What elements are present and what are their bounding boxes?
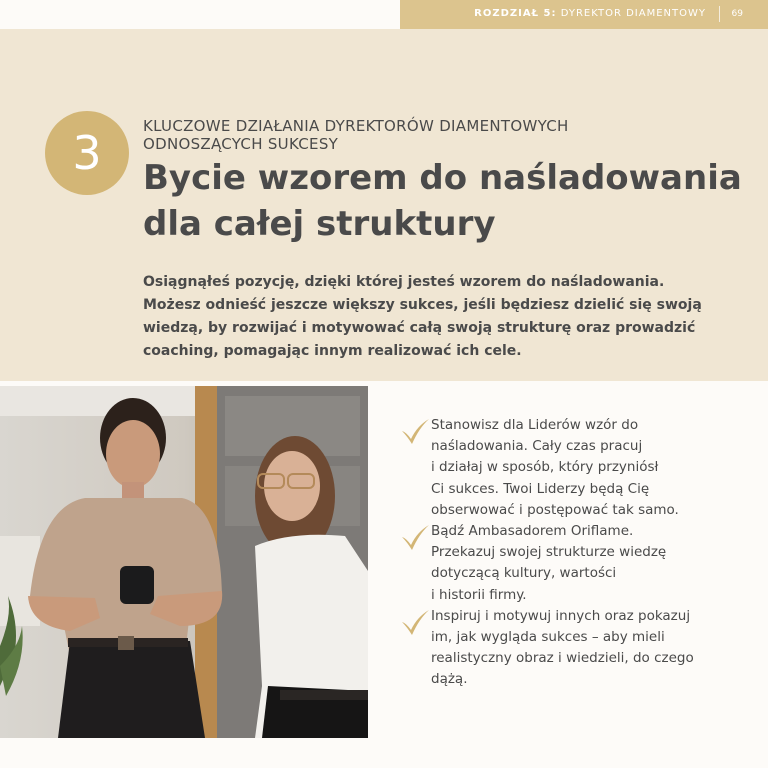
chapter-header-bar bbox=[400, 0, 768, 29]
lead-line: wiedzą, by rozwijać i motywować całą swoją strukturę oraz prowadzić bbox=[143, 320, 696, 336]
two-women-photo bbox=[0, 386, 368, 738]
lead-paragraph bbox=[143, 271, 703, 363]
title-line: Bycie wzorem do naśladowania bbox=[143, 158, 742, 198]
page-number: 69 bbox=[731, 9, 743, 19]
checklist-line: naśladowania. Cały czas pracuj bbox=[431, 438, 643, 455]
page-title bbox=[143, 155, 743, 247]
checklist-line: dążą. bbox=[431, 671, 468, 688]
checklist-item bbox=[400, 606, 740, 691]
checklist-line: im, jak wygląda sukces – aby mieli bbox=[431, 629, 665, 646]
chapter-heading bbox=[474, 8, 706, 19]
checklist-line: Inspiruj i motywuj innych oraz pokazuj bbox=[431, 607, 691, 624]
title-line: dla całej struktury bbox=[143, 204, 496, 244]
checklist-line: Stanowisz dla Liderów wzór do bbox=[431, 417, 639, 433]
chapter-label: ROZDZIAŁ 5: bbox=[474, 8, 557, 19]
lead-line: Możesz odnieść jeszcze większy sukces, jeśli będziesz dzielić się swoją bbox=[143, 297, 702, 313]
checklist-line: Ci sukces. Twoi Liderzy będą Cię bbox=[431, 480, 650, 497]
lead-line: coaching, pomagając innym realizować ich cele. bbox=[143, 343, 522, 359]
checklist-line: obserwować i postępować tak samo. bbox=[431, 501, 679, 518]
checklist-line: i historii firmy. bbox=[431, 586, 527, 603]
kicker-line: KLUCZOWE DZIAŁANIA DYREKTORÓW DIAMENTOWYCH bbox=[143, 117, 569, 135]
kicker-line: ODNOSZĄCYCH SUKCESY bbox=[143, 135, 339, 153]
checklist-line: Bądź Ambasadorem Oriflame. bbox=[431, 523, 634, 540]
checklist-line: Przekazuj swojej strukturze wiedzę bbox=[431, 544, 667, 561]
checklist-item bbox=[400, 521, 740, 606]
check-icon bbox=[400, 418, 430, 444]
chapter-title: DYREKTOR DIAMENTOWY bbox=[560, 8, 706, 19]
checklist-line: dotyczącą kultury, wartości bbox=[431, 565, 617, 582]
checklist-line: realistyczny obraz i wiedzieli, do czego bbox=[431, 650, 694, 667]
section-number-badge: 3 bbox=[45, 111, 129, 195]
checklist-item bbox=[400, 415, 740, 521]
photo-illustration bbox=[0, 386, 368, 738]
check-icon bbox=[400, 524, 430, 550]
section-kicker bbox=[143, 117, 663, 153]
checklist-line: i działaj w sposób, który przyniósł bbox=[431, 459, 659, 476]
lead-line: Osiągnąłeś pozycję, dzięki której jesteś wzorem do naśladowania. bbox=[143, 274, 665, 290]
check-icon bbox=[400, 609, 430, 635]
key-actions-checklist bbox=[400, 415, 740, 691]
header-divider bbox=[719, 6, 720, 22]
